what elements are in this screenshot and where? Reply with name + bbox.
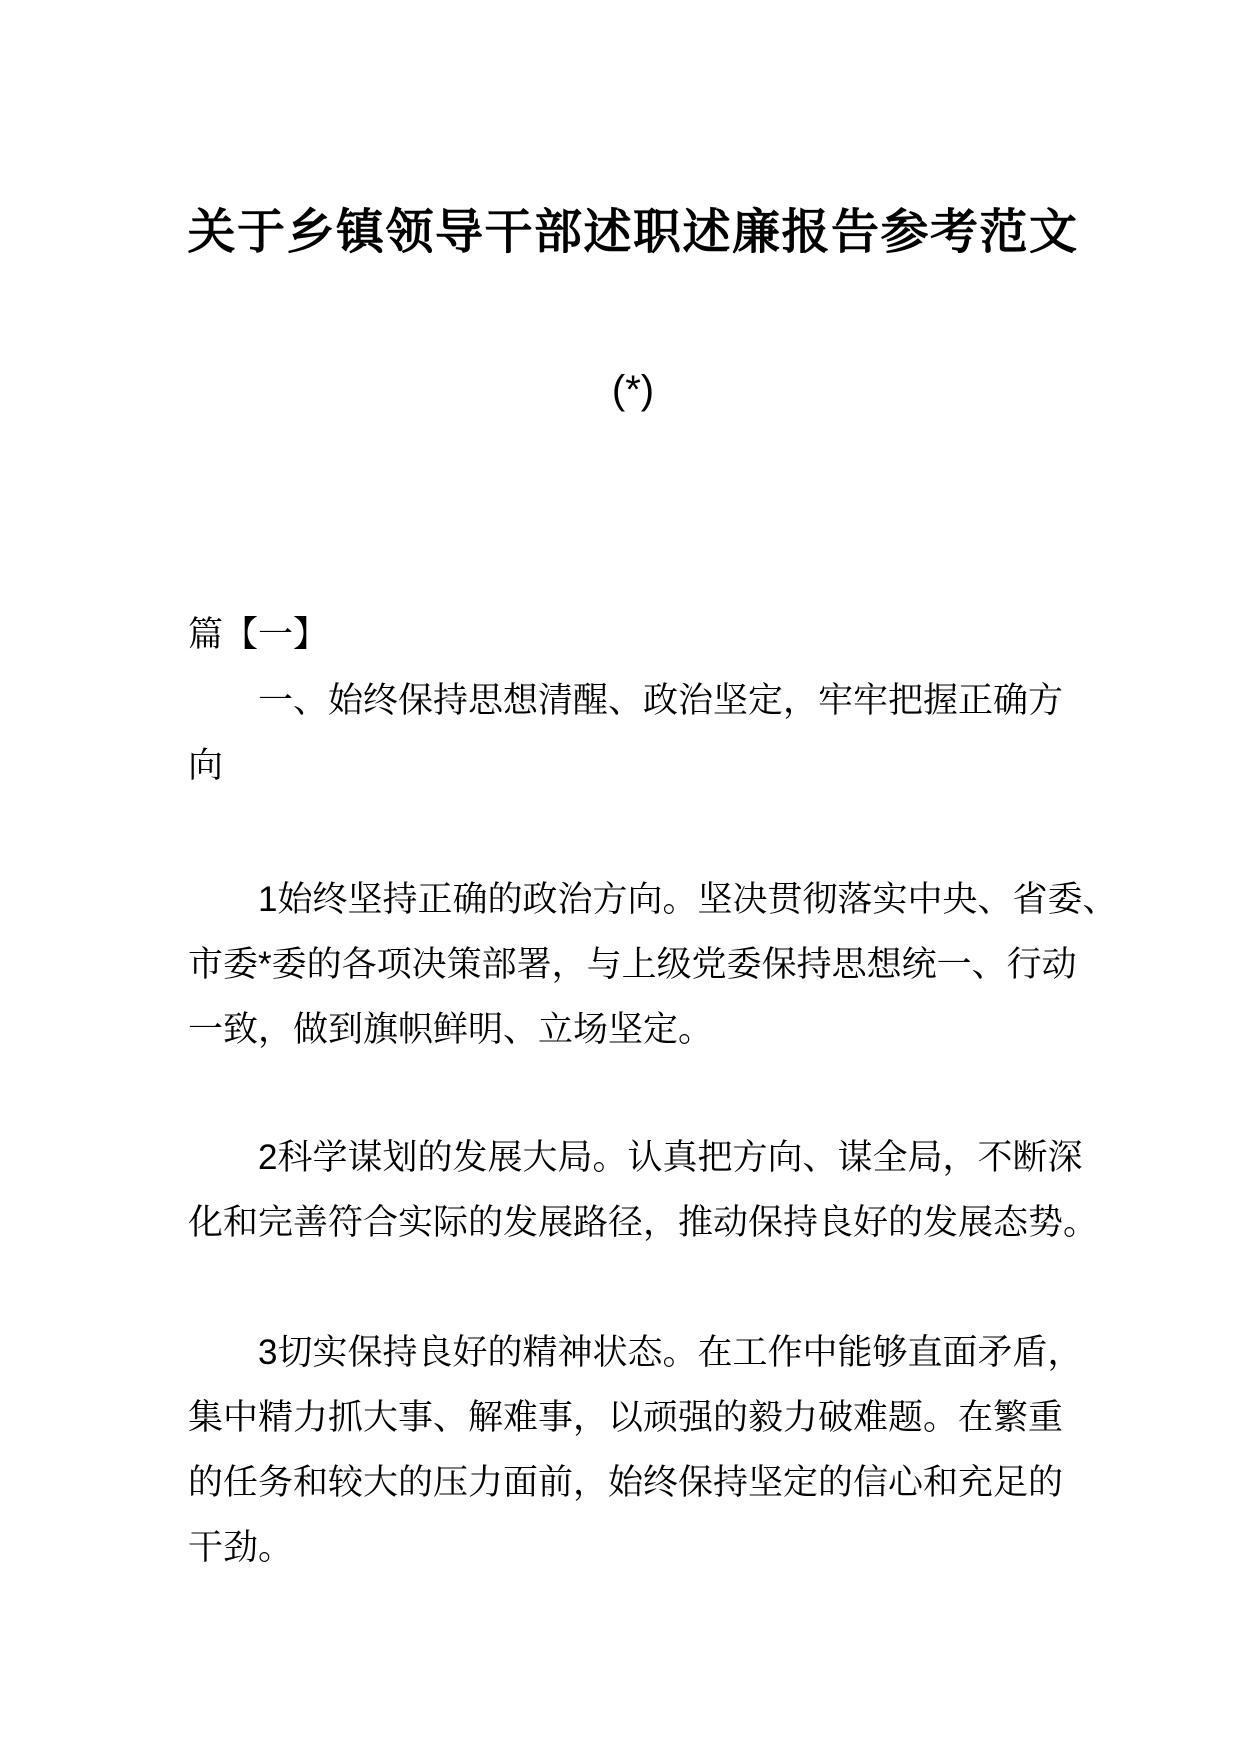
paragraph-line: 的任务和较大的压力面前，始终保持坚定的信心和充足的: [188, 1463, 1064, 1502]
paragraph-line: 一致，做到旗帜鲜明、立场坚定。: [188, 1010, 714, 1049]
heading-line: 一、始终保持思想清醒、政治坚定，牢牢把握正确方: [258, 681, 1064, 720]
paragraph-line: 市委*委的各项决策部署，与上级党委保持思想统一、行动: [188, 945, 1077, 984]
paragraph-line: 2科学谋划的发展大局。认真把方向、谋全局，不断深: [258, 1138, 1083, 1177]
paragraph-line: 1始终坚持正确的政治方向。坚决贯彻落实中央、省委、: [258, 880, 1118, 919]
paragraph-line: 集中精力抓大事、解难事，以顽强的毅力破难题。在繁重: [188, 1398, 1064, 1437]
paragraph-line: 化和完善符合实际的发展路径，推动保持良好的发展态势。: [188, 1203, 1099, 1242]
section-label: 篇【一】: [188, 615, 329, 654]
heading-line: 向: [188, 746, 224, 785]
document-subtitle: (*): [611, 368, 655, 412]
paragraph-line: 3切实保持良好的精神状态。在工作中能够直面矛盾，: [258, 1333, 1083, 1372]
paragraph-line: 干劲。: [188, 1528, 294, 1567]
document-title: 关于乡镇领导干部述职述廉报告参考范文: [187, 206, 1079, 259]
